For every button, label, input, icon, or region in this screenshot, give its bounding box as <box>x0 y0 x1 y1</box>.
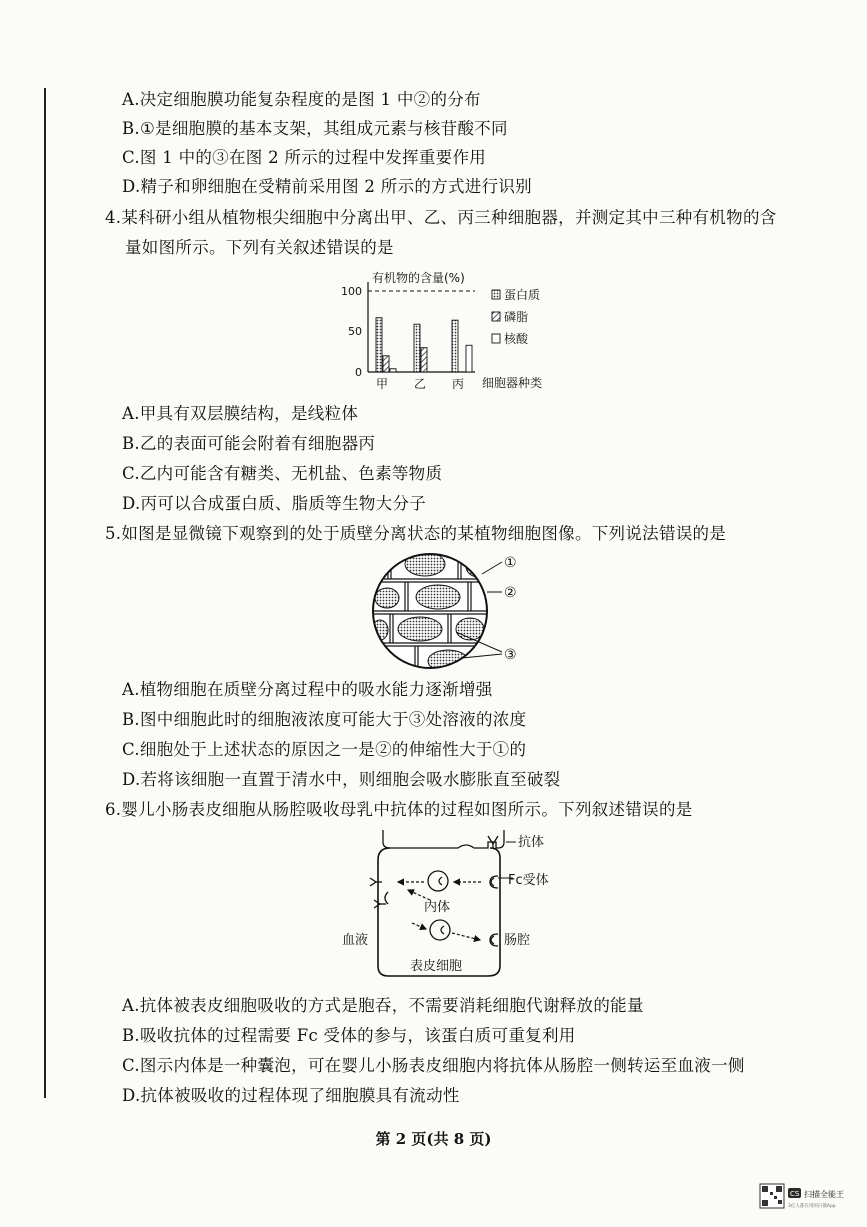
label-lumen: 肠腔 <box>504 933 531 948</box>
organelle-content-chart <box>340 262 570 394</box>
antibody-uptake-diagram <box>338 826 568 986</box>
label-fc-receptor: Fc受体 <box>508 873 549 888</box>
legend-swatch-0 <box>492 290 500 299</box>
chart-bars <box>376 318 472 372</box>
q5-stem: 5.如图是显微镜下观察到的处于质壁分离状态的某植物细胞图像。下列说法错误的是 <box>105 524 727 543</box>
chart-categories <box>376 377 464 391</box>
legend-swatch-1 <box>492 312 500 321</box>
chart-legend <box>492 287 540 346</box>
q3-option-b: B.①是细胞膜的基本支架，其组成元素与核苷酸不同 <box>122 119 508 138</box>
bar-1-1 <box>421 348 427 372</box>
label-endosome: 内体 <box>424 900 451 915</box>
bar-0-2 <box>390 369 396 372</box>
category-label-1: 乙 <box>413 377 427 391</box>
category-label-2: 丙 <box>451 377 465 391</box>
q5-option-c: C.细胞处于上述状态的原因之一是②的伸缩性大于①的 <box>122 740 527 759</box>
legend-swatch-2 <box>492 334 500 343</box>
q4-option-c: C.乙内可能含有糖类、无机盐、色素等物质 <box>122 464 443 483</box>
label-3: ③ <box>504 647 517 663</box>
label-antibody: 抗体 <box>518 835 545 850</box>
q5-option-b: B.图中细胞此时的细胞液浓度可能大于③处溶液的浓度 <box>122 710 527 729</box>
label-blood: 血液 <box>342 933 369 948</box>
label-1: ① <box>504 555 517 571</box>
y-axis-label: 有机物的含量(%) <box>372 271 465 285</box>
q6-option-d: D.抗体被吸收的过程体现了细胞膜具有流动性 <box>122 1086 460 1105</box>
label-2: ② <box>504 585 517 601</box>
cell-layer <box>370 548 500 678</box>
q4-option-a: A.甲具有双层膜结构，是线粒体 <box>122 404 359 423</box>
q4-stem-line1: 4.某科研小组从植物根尖细胞中分离出甲、乙、丙三种细胞器，并测定其中三种有机物的含 <box>105 208 777 227</box>
q5-option-a: A.植物细胞在质壁分离过程中的吸水能力逐渐增强 <box>122 680 493 699</box>
bar-0-1 <box>383 356 389 372</box>
q6-option-a: A.抗体被表皮细胞吸收的方式是胞吞，不需要消耗细胞代谢释放的能量 <box>122 996 644 1015</box>
q3-option-d: D.精子和卵细胞在受精前采用图 2 所示的方式进行识别 <box>122 177 532 196</box>
q6-stem: 6.婴儿小肠表皮细胞从肠腔吸收母乳中抗体的过程如图所示。下列叙述错误的是 <box>105 800 693 819</box>
label-epithelial-cell: 表皮细胞 <box>410 959 463 974</box>
legend-label-1: 磷脂 <box>504 310 529 324</box>
q5-option-d: D.若将该细胞一直置于清水中，则细胞会吸水膨胀直至破裂 <box>122 770 561 789</box>
scanner-title: 扫描全能王 <box>804 1190 844 1199</box>
q6-option-c: C.图示内体是一种囊泡，可在婴儿小肠表皮细胞内将抗体从肠腔一侧转运至血液一侧 <box>122 1056 745 1075</box>
y-tick-50: 50 <box>348 325 362 338</box>
q4-option-b: B.乙的表面可能会附着有细胞器丙 <box>122 434 376 453</box>
bar-2-2 <box>466 345 472 372</box>
bar-1-0 <box>414 324 420 372</box>
q4-option-d: D.丙可以合成蛋白质、脂质等生物大分子 <box>122 494 427 513</box>
endosome-1 <box>428 871 448 891</box>
q6-option-b: B.吸收抗体的过程需要 Fc 受体的参与，该蛋白质可重复利用 <box>122 1026 576 1045</box>
legend-label-0: 蛋白质 <box>504 288 541 302</box>
q3-option-a: A.决定细胞膜功能复杂程度的是图 1 中②的分布 <box>122 90 481 109</box>
binding-margin-line <box>44 88 46 1098</box>
x-axis-label: 细胞器种类 <box>482 376 543 390</box>
svg-text:CS: CS <box>790 1190 800 1198</box>
legend-label-2: 核酸 <box>504 332 529 346</box>
y-tick-100: 100 <box>341 285 362 298</box>
tight-junction <box>383 830 504 848</box>
bar-0-0 <box>376 318 382 372</box>
q3-option-c: C.图 1 中的③在图 2 所示的过程中发挥重要作用 <box>122 148 487 167</box>
bar-2-0 <box>452 320 458 372</box>
q4-stem-line2: 量如图所示。下列有关叙述错误的是 <box>125 238 394 257</box>
plasmolysis-diagram <box>370 548 530 678</box>
scanner-subtitle: 3亿人都在用的扫描App <box>788 1204 836 1209</box>
scanner-watermark <box>758 1180 858 1220</box>
endosome-2 <box>430 920 450 940</box>
category-label-0: 甲 <box>375 377 389 391</box>
y-tick-0: 0 <box>355 366 362 379</box>
page-footer: 第 2 页(共 8 页) <box>375 1130 492 1148</box>
